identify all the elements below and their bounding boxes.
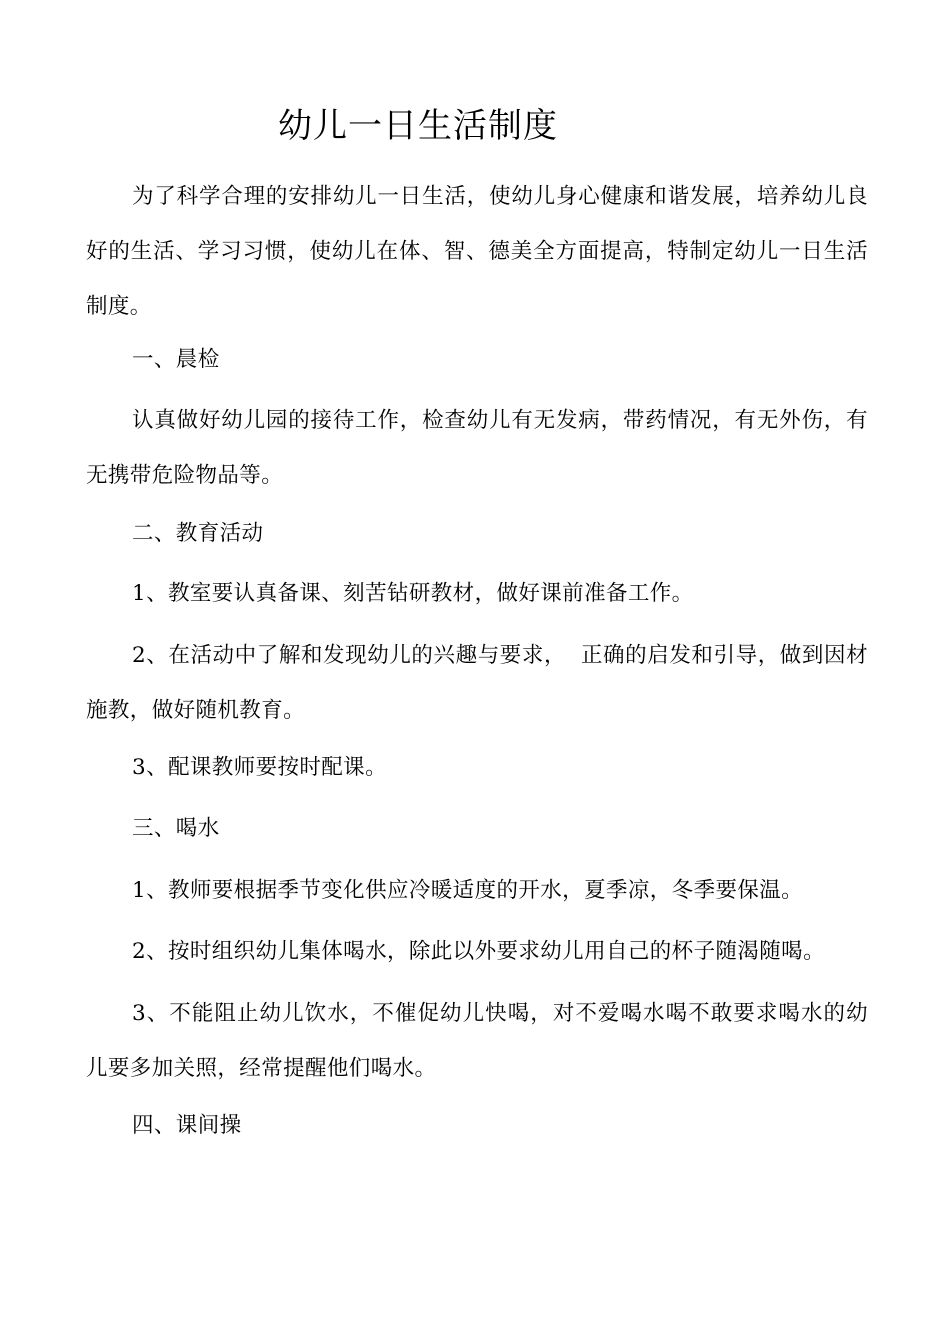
document-title: 幼儿一日生活制度: [278, 106, 558, 146]
morning-check-paragraph: 认真做好幼儿园的接待工作，检查幼儿有无发病，带药情况，有无外伤，有无携带危险物品等。: [86, 408, 868, 488]
drinking-item-1: 1、教师要根据季节变化供应冷暖适度的开水，夏季凉，冬季要保温。: [132, 878, 804, 903]
education-item-3: 3、配课教师要按时配课。: [132, 755, 387, 780]
section-heading-drinking: 三、喝水: [132, 816, 220, 841]
education-item-1: 1、教室要认真备课、刻苦钻研教材，做好课前准备工作。: [132, 581, 694, 606]
drinking-item-3: 3、不能阻止幼儿饮水，不催促幼儿快喝，对不爱喝水喝不敢要求喝水的幼儿要多加关照，经常提醒他们喝水。: [86, 1001, 868, 1081]
drinking-item-2: 2、按时组织幼儿集体喝水，除此以外要求幼儿用自己的杯子随渴随喝。: [132, 939, 825, 964]
education-item-2: 2、在活动中了解和发现幼儿的兴趣与要求， 正确的启发和引导，做到因材施教，做好随机教育。: [86, 643, 868, 723]
section-heading-morning-check: 一、晨检: [132, 347, 220, 372]
section-heading-education: 二、教育活动: [132, 521, 264, 546]
intro-paragraph: 为了科学合理的安排幼儿一日生活，使幼儿身心健康和谐发展，培养幼儿良好的生活、学习习惯，使幼儿在体、智、德美全方面提高，特制定幼儿一日生活制度。: [86, 184, 868, 319]
section-heading-exercise: 四、课间操: [132, 1113, 242, 1138]
